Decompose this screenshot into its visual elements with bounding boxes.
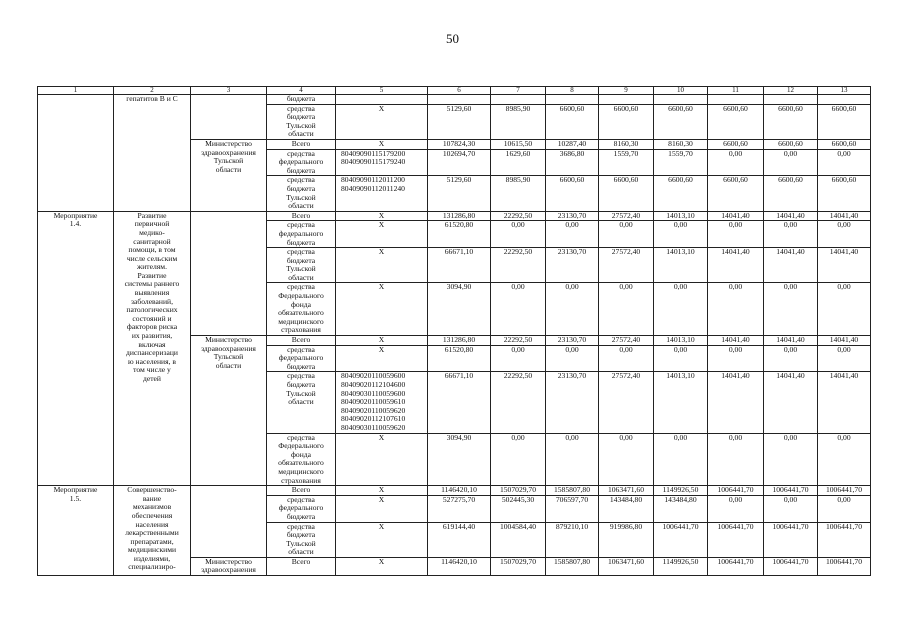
amount-cell: 0,00 [818,345,871,372]
amount-cell: 14041,40 [764,336,818,346]
amount-cell: 0,00 [708,345,764,372]
amount-cell: 27572,40 [599,372,654,433]
column-number: 5 [336,87,428,95]
amount-cell: 66671,10 [428,372,491,433]
column-number: 11 [708,87,764,95]
funding-source-cell: Всего [267,557,336,575]
amount-cell [818,95,871,105]
budget-table [37,86,871,576]
amount-cell: 6600,60 [764,139,818,149]
amount-cell: 1507029,70 [491,557,546,575]
amount-cell: 3094,90 [428,283,491,336]
amount-cell: 0,00 [491,345,546,372]
amount-cell: 8985,90 [491,176,546,211]
amount-cell: 102694,70 [428,149,491,176]
amount-cell: 6600,60 [654,104,708,139]
amount-cell: 0,00 [546,433,599,486]
amount-cell: 6600,60 [764,176,818,211]
amount-cell [546,95,599,105]
amount-cell: 1004584,40 [491,522,546,557]
amount-cell: 14041,40 [764,372,818,433]
amount-cell [654,95,708,105]
amount-cell: 0,00 [491,221,546,248]
amount-cell: 22292,50 [491,372,546,433]
amount-cell: 1507029,70 [491,486,546,496]
amount-cell: 1559,70 [654,149,708,176]
amount-cell: 1006441,70 [818,557,871,575]
funding-source-cell: средства бюджета Тульской области [267,176,336,211]
budget-code-cell: X [336,486,428,496]
amount-cell [428,95,491,105]
amount-cell: 0,00 [818,221,871,248]
amount-cell: 0,00 [654,345,708,372]
amount-cell: 0,00 [654,433,708,486]
amount-cell: 10287,40 [546,139,599,149]
funding-source-cell: средства Федерального фонда обязательного медицинского страхования [267,283,336,336]
executor-cell: Министерство здравоохранения [191,557,267,575]
amount-cell: 14041,40 [708,211,764,221]
amount-cell: 3094,90 [428,433,491,486]
amount-cell: 1006441,70 [654,522,708,557]
budget-code-cell: X [336,495,428,522]
event-description-cell: Развитие первичной медико- санитарной помощи, в том числе сельским жителям. Развитие системы раннего выявления заболеваний, патологических состояний и факторов риска их развития, включая диспансеризаци ю населения, в том числе у детей [114,211,191,485]
amount-cell: 23130,70 [546,372,599,433]
budget-code-cell: 80409090115179200 80409090115179240 [336,149,428,176]
executor-cell [191,95,267,140]
amount-cell: 6600,60 [708,139,764,149]
amount-cell: 14013,10 [654,372,708,433]
amount-cell: 0,00 [764,283,818,336]
column-number: 13 [818,87,871,95]
funding-source-cell: средства Федерального фонда обязательного медицинского страхования [267,433,336,486]
amount-cell: 1146420,10 [428,486,491,496]
amount-cell: 0,00 [764,345,818,372]
amount-cell: 1585807,80 [546,557,599,575]
amount-cell: 0,00 [764,149,818,176]
amount-cell: 14013,10 [654,211,708,221]
amount-cell: 14041,40 [708,248,764,283]
amount-cell: 14013,10 [654,248,708,283]
amount-cell: 131286,80 [428,336,491,346]
amount-cell: 14041,40 [818,336,871,346]
funding-source-cell: средства бюджета Тульской области [267,522,336,557]
amount-cell: 14041,40 [708,336,764,346]
budget-code-cell: X [336,345,428,372]
column-number: 3 [191,87,267,95]
amount-cell: 14041,40 [708,372,764,433]
funding-source-cell: Всего [267,211,336,221]
amount-cell: 619144,40 [428,522,491,557]
budget-code-cell: X [336,433,428,486]
amount-cell: 14041,40 [818,372,871,433]
amount-cell: 8985,90 [491,104,546,139]
funding-source-cell: средства бюджета Тульской области [267,104,336,139]
table-row [38,486,871,496]
amount-cell: 0,00 [708,221,764,248]
funding-source-cell: средства бюджета Тульской области [267,372,336,433]
amount-cell: 1006441,70 [764,522,818,557]
amount-cell: 14041,40 [818,211,871,221]
header-row [38,87,871,95]
amount-cell: 0,00 [764,495,818,522]
amount-cell: 5129,60 [428,176,491,211]
amount-cell: 6600,60 [546,176,599,211]
amount-cell: 0,00 [708,149,764,176]
page-number: 50 [446,31,459,46]
funding-source-cell: бюджета [267,95,336,105]
amount-cell [491,95,546,105]
column-number: 8 [546,87,599,95]
column-number: 7 [491,87,546,95]
amount-cell: 0,00 [818,283,871,336]
amount-cell: 0,00 [491,433,546,486]
budget-code-cell: 80409090112011200 80409090112011240 [336,176,428,211]
amount-cell: 0,00 [599,283,654,336]
amount-cell: 1559,70 [599,149,654,176]
funding-source-cell: средства федерального бюджета [267,495,336,522]
amount-cell: 1006441,70 [818,522,871,557]
amount-cell: 1006441,70 [708,486,764,496]
amount-cell: 107824,30 [428,139,491,149]
funding-source-cell: Всего [267,336,336,346]
amount-cell: 0,00 [654,221,708,248]
amount-cell: 6600,60 [818,139,871,149]
executor-cell [191,486,267,558]
amount-cell: 14013,10 [654,336,708,346]
amount-cell: 1629,60 [491,149,546,176]
budget-code-cell: X [336,221,428,248]
amount-cell: 6600,60 [599,104,654,139]
amount-cell: 143484,80 [599,495,654,522]
amount-cell: 0,00 [546,283,599,336]
column-number: 9 [599,87,654,95]
amount-cell: 8160,30 [654,139,708,149]
amount-cell: 14041,40 [818,248,871,283]
amount-cell: 1149926,50 [654,557,708,575]
event-number-cell: Мероприятие 1.5. [38,486,114,576]
amount-cell: 14041,40 [764,248,818,283]
amount-cell: 6600,60 [818,176,871,211]
amount-cell [708,95,764,105]
amount-cell: 1006441,70 [708,522,764,557]
amount-cell: 706597,70 [546,495,599,522]
executor-cell: Министерство здравоохранения Тульской области [191,336,267,486]
amount-cell: 0,00 [599,221,654,248]
funding-source-cell: средства федерального бюджета [267,221,336,248]
amount-cell: 27572,40 [599,248,654,283]
column-number: 12 [764,87,818,95]
budget-code-cell: X [336,336,428,346]
amount-cell: 10615,50 [491,139,546,149]
amount-cell: 0,00 [546,221,599,248]
amount-cell: 6600,60 [708,176,764,211]
budget-code-cell: X [336,211,428,221]
amount-cell: 0,00 [599,345,654,372]
amount-cell: 1063471,60 [599,486,654,496]
executor-cell: Министерство здравоохранения Тульской области [191,139,267,211]
amount-cell: 0,00 [764,433,818,486]
amount-cell: 1006441,70 [818,486,871,496]
amount-cell: 6600,60 [708,104,764,139]
amount-cell: 502445,30 [491,495,546,522]
amount-cell: 61520,80 [428,221,491,248]
amount-cell: 22292,50 [491,336,546,346]
amount-cell: 27572,40 [599,336,654,346]
amount-cell: 61520,80 [428,345,491,372]
amount-cell: 0,00 [708,495,764,522]
amount-cell: 0,00 [818,433,871,486]
amount-cell: 0,00 [708,433,764,486]
amount-cell: 0,00 [764,221,818,248]
column-number: 6 [428,87,491,95]
amount-cell: 3686,80 [546,149,599,176]
amount-cell: 5129,60 [428,104,491,139]
amount-cell: 879210,10 [546,522,599,557]
amount-cell: 6600,60 [546,104,599,139]
budget-code-cell: X [336,139,428,149]
event-description-cell: гепатитов В и С [114,95,191,212]
amount-cell: 1149926,50 [654,486,708,496]
amount-cell: 22292,50 [491,248,546,283]
amount-cell: 0,00 [818,149,871,176]
amount-cell: 14041,40 [764,211,818,221]
amount-cell: 919986,80 [599,522,654,557]
amount-cell [599,95,654,105]
amount-cell: 22292,50 [491,211,546,221]
column-number: 10 [654,87,708,95]
amount-cell: 0,00 [818,495,871,522]
amount-cell: 6600,60 [599,176,654,211]
amount-cell: 0,00 [599,433,654,486]
amount-cell: 0,00 [491,283,546,336]
amount-cell: 143484,80 [654,495,708,522]
budget-code-cell: X [336,104,428,139]
amount-cell: 0,00 [654,283,708,336]
amount-cell: 6600,60 [764,104,818,139]
amount-cell: 1006441,70 [708,557,764,575]
budget-code-cell: X [336,283,428,336]
amount-cell: 0,00 [708,283,764,336]
amount-cell [764,95,818,105]
amount-cell: 1063471,60 [599,557,654,575]
event-number-cell: Мероприятие 1.4. [38,211,114,485]
amount-cell: 1585807,80 [546,486,599,496]
amount-cell: 527275,70 [428,495,491,522]
amount-cell: 0,00 [546,345,599,372]
amount-cell: 23130,70 [546,336,599,346]
amount-cell: 6600,60 [654,176,708,211]
executor-cell [191,211,267,335]
funding-source-cell: средства федерального бюджета [267,149,336,176]
funding-source-cell: Всего [267,139,336,149]
table-row [38,211,871,221]
column-number: 2 [114,87,191,95]
funding-source-cell: средства бюджета Тульской области [267,248,336,283]
column-number: 4 [267,87,336,95]
amount-cell: 27572,40 [599,211,654,221]
event-number-cell [38,95,114,212]
amount-cell: 131286,80 [428,211,491,221]
amount-cell: 1006441,70 [764,486,818,496]
event-description-cell: Совершенство- вание механизмов обеспечения населения лекарственными препаратами, медицинскими изделиями, специализиро- [114,486,191,576]
budget-code-cell [336,95,428,105]
amount-cell: 8160,30 [599,139,654,149]
table-row [38,95,871,105]
amount-cell: 66671,10 [428,248,491,283]
budget-code-cell: X [336,522,428,557]
amount-cell: 1006441,70 [764,557,818,575]
budget-code-cell: X [336,248,428,283]
amount-cell: 23130,70 [546,211,599,221]
column-number: 1 [38,87,114,95]
amount-cell: 23130,70 [546,248,599,283]
funding-source-cell: средства федерального бюджета [267,345,336,372]
amount-cell: 1146420,10 [428,557,491,575]
funding-source-cell: Всего [267,486,336,496]
budget-code-cell: X [336,557,428,575]
amount-cell: 6600,60 [818,104,871,139]
budget-code-cell: 80409020110059600 80409020112104600 80409030110059600 80409020110059610 80409020110059620 80409020112107610 80409030110059620 [336,372,428,433]
